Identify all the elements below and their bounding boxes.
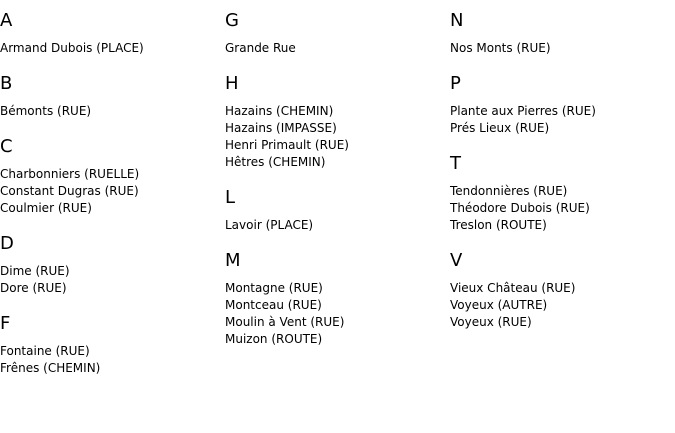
- letter-heading: F: [0, 313, 11, 334]
- street-link[interactable]: Armand Dubois (PLACE): [0, 41, 144, 55]
- street-link[interactable]: Vieux Château (RUE): [450, 281, 576, 295]
- street-link[interactable]: Tendonnières (RUE): [450, 184, 568, 198]
- letter-group-c: [0, 136, 220, 217]
- street-link[interactable]: Frênes (CHEMIN): [0, 361, 101, 375]
- street-link[interactable]: Voyeux (RUE): [450, 315, 532, 329]
- letter-heading: D: [0, 233, 14, 254]
- letter-group-a: [0, 10, 220, 57]
- street-link[interactable]: Montceau (RUE): [225, 298, 322, 312]
- street-link[interactable]: Dime (RUE): [0, 264, 70, 278]
- street-link[interactable]: Voyeux (AUTRE): [450, 298, 548, 312]
- letter-group-f: [0, 313, 220, 377]
- letter-heading: B: [0, 73, 13, 94]
- street-link[interactable]: Coulmier (RUE): [0, 201, 92, 215]
- letter-heading: P: [450, 73, 461, 94]
- street-index-column-1: [0, 10, 220, 377]
- letter-heading: H: [225, 73, 239, 94]
- street-link[interactable]: Théodore Dubois (RUE): [450, 201, 590, 215]
- street-link[interactable]: Hêtres (CHEMIN): [225, 155, 326, 169]
- letter-group-n: [450, 10, 670, 57]
- street-index-column-2: [225, 10, 445, 348]
- street-link[interactable]: Bémonts (RUE): [0, 104, 92, 118]
- street-link[interactable]: Hazains (IMPASSE): [225, 121, 337, 135]
- letter-group-m: [225, 250, 445, 348]
- street-link[interactable]: Grande Rue: [225, 41, 296, 55]
- street-index-column-3: [450, 10, 670, 331]
- street-link[interactable]: Lavoir (PLACE): [225, 218, 314, 232]
- letter-heading: T: [450, 153, 461, 174]
- street-link[interactable]: Hazains (CHEMIN): [225, 104, 334, 118]
- letter-group-b: [0, 73, 220, 120]
- street-link[interactable]: Prés Lieux (RUE): [450, 121, 550, 135]
- street-link[interactable]: Constant Dugras (RUE): [0, 184, 139, 198]
- letter-group-h: [225, 73, 445, 171]
- street-link[interactable]: Plante aux Pierres (RUE): [450, 104, 596, 118]
- letter-heading: V: [450, 250, 463, 271]
- street-link[interactable]: Nos Monts (RUE): [450, 41, 551, 55]
- letter-group-d: [0, 233, 220, 297]
- letter-group-l: [225, 187, 445, 234]
- street-link[interactable]: Henri Primault (RUE): [225, 138, 349, 152]
- letter-heading: L: [225, 187, 236, 208]
- letter-group-v: [450, 250, 670, 331]
- letter-group-p: [450, 73, 670, 137]
- letter-heading: A: [0, 10, 13, 31]
- letter-heading: M: [225, 250, 241, 271]
- letter-group-g: [225, 10, 445, 57]
- letter-group-t: [450, 153, 670, 234]
- letter-heading: N: [450, 10, 464, 31]
- street-link[interactable]: Dore (RUE): [0, 281, 67, 295]
- street-link[interactable]: Treslon (ROUTE): [450, 218, 547, 232]
- street-link[interactable]: Charbonniers (RUELLE): [0, 167, 140, 181]
- letter-heading: C: [0, 136, 13, 157]
- street-link[interactable]: Moulin à Vent (RUE): [225, 315, 345, 329]
- street-link[interactable]: Fontaine (RUE): [0, 344, 90, 358]
- letter-heading: G: [225, 10, 239, 31]
- street-link[interactable]: Muizon (ROUTE): [225, 332, 323, 346]
- street-link[interactable]: Montagne (RUE): [225, 281, 323, 295]
